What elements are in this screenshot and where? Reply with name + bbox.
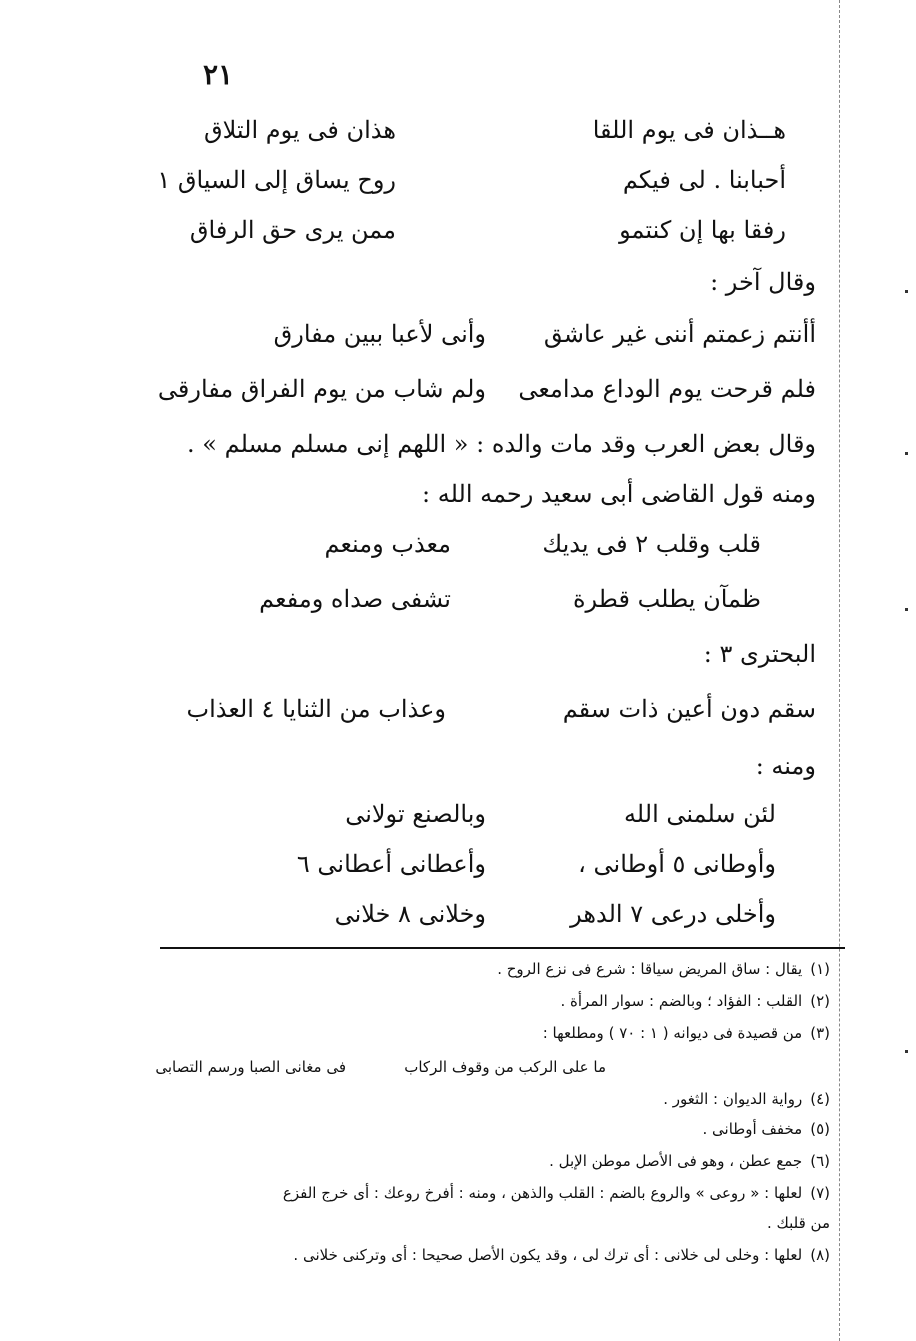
- footnote: [560, 992, 830, 1010]
- footnote: [497, 960, 830, 978]
- verse-right: وأوطانى ٥ أوطانى ،: [578, 850, 776, 878]
- verse-left: معذب ومنعم: [324, 530, 451, 558]
- verse-right: سقم دون أعين ذات سقم: [562, 695, 816, 723]
- verse-left: ممن يرى حق الرفاق: [189, 216, 396, 244]
- footnote-separator: [160, 947, 845, 949]
- footnote-text: القلب : الفؤاد ؛ وبالضم : سوار المرأة .: [560, 992, 803, 1010]
- intro-line: وقال آخر :: [710, 268, 816, 296]
- verse-left: تشفى صداه ومفعم: [259, 585, 451, 613]
- verse-left: وأنى لأعبا ببين مفارق: [273, 320, 486, 348]
- footnote: [283, 1184, 830, 1202]
- footnote-number: (٢): [810, 992, 830, 1010]
- footnote-continuation: من قلبك .: [766, 1214, 830, 1232]
- verse-left: ولم شاب من يوم الفراق مفارقى: [157, 375, 486, 403]
- footnote: [543, 1024, 830, 1042]
- footnote-text: جمع عطن ، وهو فى الأصل موطن الإبل .: [549, 1152, 803, 1170]
- verse-left: وعذاب من الثنايا ٤ العذاب: [186, 695, 446, 723]
- margin-mark: [905, 1050, 908, 1053]
- footnote-text: يقال : ساق المريض سياقا : شرع فى نزع الروح .: [497, 960, 803, 978]
- margin-mark: [905, 608, 908, 611]
- footnote-number: (٦): [810, 1152, 830, 1170]
- footnote-number: (٥): [810, 1120, 830, 1138]
- verse-right: لئن سلمنى الله: [623, 800, 776, 828]
- footnote-number: (٨): [810, 1246, 830, 1264]
- verse-left: وبالصنع تولانى: [345, 800, 486, 828]
- verse-left: وأعطانى أعطانى ٦: [296, 850, 486, 878]
- footnote: [663, 1090, 830, 1108]
- verse-left: هذان فى يوم التلاق: [203, 116, 396, 144]
- margin-mark: [905, 290, 908, 293]
- footnote-number: (٤): [810, 1090, 830, 1108]
- footnote-number: (٧): [810, 1184, 830, 1202]
- page-number: ٢١: [202, 58, 234, 91]
- verse-right: هــذان فى يوم اللقا: [592, 116, 786, 144]
- verse-right: أأنتم زعمتم أننى غير عاشق: [543, 320, 816, 348]
- intro-line: ومنه قول القاضى أبى سعيد رحمه الله :: [421, 480, 816, 508]
- footnote-verse-right: ما على الركب من وقوف الركاب: [404, 1058, 606, 1076]
- page-edge-rule: [839, 0, 840, 1341]
- footnote-number: (٣): [810, 1024, 830, 1042]
- verse-right: فلم قرحت يوم الوداع مدامعى: [518, 375, 816, 403]
- footnote: [293, 1246, 830, 1264]
- intro-line: وقال بعض العرب وقد مات والده : « اللهم إنى مسلم مسلم » .: [187, 430, 816, 458]
- intro-line: البحترى ٣ :: [703, 640, 816, 668]
- margin-mark: [905, 452, 908, 455]
- verse-right: وأخلى درعى ٧ الدهر: [570, 900, 776, 928]
- verse-right: ظمآن يطلب قطرة: [572, 585, 761, 613]
- footnote-verse-left: فى مغانى الصبا ورسم التصابى: [155, 1058, 346, 1076]
- footnote-text: مخفف أوطانى .: [702, 1120, 803, 1138]
- footnote-text: رواية الديوان : الثغور .: [663, 1090, 803, 1108]
- footnote: [702, 1120, 830, 1138]
- footnote-text: من قصيدة فى ديوانه ( ١ : ٧٠ ) ومطلعها :: [542, 1024, 803, 1042]
- verse-right: أحبابنا . لى فيكم: [622, 166, 786, 194]
- footnote-text: لعلها : وخلى لى خلانى : أى ترك لى ، وقد يكون الأصل صحيحا : أى وتركنى خلانى .: [293, 1246, 803, 1264]
- footnote-text: لعلها : « روعى » والروع بالضم : القلب والذهن ، ومنه : أفرخ روعك : أى خرج الفزع: [282, 1184, 803, 1202]
- footnote: [549, 1152, 830, 1170]
- intro-line: ومنه :: [755, 752, 816, 780]
- footnote-number: (١): [810, 960, 830, 978]
- verse-left: روح يساق إلى السياق ١: [157, 166, 396, 194]
- verse-right: رفقا بها إن كنتمو: [619, 216, 786, 244]
- verse-left: وخلانى ٨ خلانى: [334, 900, 486, 928]
- verse-right: قلب وقلب ٢ فى يديك: [542, 530, 761, 558]
